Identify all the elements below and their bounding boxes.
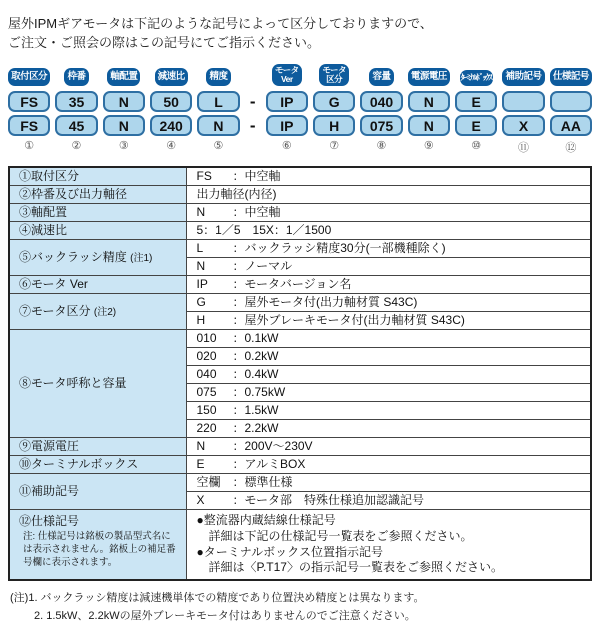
code-cell: 45	[55, 115, 97, 136]
column-number: ⑪	[517, 142, 529, 155]
column-number: ⑤	[213, 140, 224, 153]
row-label-frame-number: ②枠番及び出力軸径	[9, 186, 186, 204]
column-number: ⑦	[329, 140, 340, 153]
table-row	[9, 240, 591, 258]
table-row	[9, 276, 591, 294]
row-value	[186, 384, 591, 402]
value-text: 5：1／5 15X：1／1500	[196, 223, 332, 238]
row-value	[186, 186, 591, 204]
row-label-motor-ver: ⑥モータ Ver	[9, 276, 186, 294]
table-row	[9, 474, 591, 492]
model-code-diagram	[8, 64, 592, 156]
row-label-note: (注1)	[130, 253, 153, 265]
row-label-shaft-arrangement: ③軸配置	[9, 204, 186, 222]
row-value	[186, 438, 591, 456]
row-value	[186, 167, 591, 186]
value-code: N	[196, 439, 206, 454]
row-value	[186, 276, 591, 294]
badge-accuracy: 精度	[206, 68, 230, 86]
table-row	[9, 438, 591, 456]
badge-motor-ver	[272, 64, 302, 87]
code-dash: -	[249, 115, 256, 135]
value-code: FS	[196, 169, 212, 184]
badge-terminal-box: ﾀｰﾐﾅﾙﾎﾞｯｸｽ	[460, 70, 493, 87]
row-value	[186, 492, 591, 510]
value-desc: ：アルミBOX	[232, 457, 306, 472]
example-code-row-2	[8, 112, 592, 136]
dash-spacer	[245, 136, 261, 155]
row-value	[186, 420, 591, 438]
value-desc: ：モータバージョン名	[232, 277, 352, 292]
table-row	[9, 222, 591, 240]
table-row	[9, 167, 591, 186]
row-value	[186, 510, 591, 580]
column-number: ④	[166, 140, 177, 153]
column-number: ⑨	[423, 140, 434, 153]
value-code: G	[196, 295, 206, 310]
code-cell: N	[408, 91, 450, 112]
row-label-note: (注2)	[93, 307, 117, 319]
code-cell: N	[103, 115, 145, 136]
footnotes	[10, 589, 600, 625]
table-row	[9, 456, 591, 474]
badge-spec-symbol: 仕様記号	[550, 68, 592, 86]
intro-text	[8, 15, 592, 53]
row-label-auxiliary-symbol: ⑪補助記号	[9, 474, 186, 510]
value-code: 075	[196, 385, 217, 400]
value-desc: ：0.4kW	[232, 367, 279, 382]
row-value	[186, 240, 591, 258]
row-label-terminal-box: ⑩ターミナルボックス	[9, 456, 186, 474]
badge-reduction-ratio: 減速比	[155, 68, 188, 86]
code-dash: -	[249, 91, 256, 111]
code-cell: N	[408, 115, 450, 136]
table-row	[9, 330, 591, 348]
value-code: 040	[196, 367, 217, 382]
value-desc: ：ノーマル	[232, 259, 293, 274]
code-cell: 040	[360, 91, 402, 112]
row-value	[186, 366, 591, 384]
badge-motor-ver-line1: モータ	[274, 64, 299, 75]
table-row	[9, 510, 591, 580]
code-cell-empty	[502, 91, 544, 112]
value-desc: ：屋外ブレーキモータ付(出力軸材質 S43C)	[232, 313, 465, 328]
badge-motor-class	[319, 64, 349, 87]
value-code: 150	[196, 403, 217, 418]
row-label-reduction-ratio: ④減速比	[9, 222, 186, 240]
row-label-motor-class	[9, 294, 186, 330]
code-cell: E	[455, 115, 497, 136]
badge-frame-number: 枠番	[64, 68, 88, 86]
spec-symbol-line: 詳細は〈P.T17〉の指示記号一覧表をご参照ください。	[208, 560, 503, 575]
badge-supply-voltage: 電源電圧	[408, 68, 450, 86]
example-code-row-1	[8, 88, 592, 112]
footnote-2: 2. 1.5kW、2.2kWの屋外ブレーキモータ付はありませんのでご注意ください。	[34, 609, 416, 622]
row-value	[186, 258, 591, 276]
code-cell-empty	[550, 91, 592, 112]
badge-capacity: 容量	[369, 68, 393, 86]
value-code: N	[196, 259, 206, 274]
value-code: X	[196, 493, 205, 508]
row-label-text: ⑤バックラッシ精度	[19, 250, 127, 265]
column-number: ⑧	[376, 140, 387, 153]
row-label-text: ⑦モータ区分	[19, 304, 91, 319]
code-cell: IP	[266, 115, 308, 136]
table-row	[9, 204, 591, 222]
code-cell: L	[197, 91, 239, 112]
value-code: 020	[196, 349, 217, 364]
value-desc: ：中空軸	[232, 205, 281, 220]
value-code: N	[196, 205, 206, 220]
value-code: 220	[196, 421, 217, 436]
badge-motor-ver-line2: Ver	[280, 74, 293, 85]
value-desc: ：0.1kW	[232, 331, 279, 346]
column-number: ③	[118, 140, 129, 153]
code-cell: H	[313, 115, 355, 136]
code-cell: E	[455, 91, 497, 112]
column-number: ②	[71, 140, 82, 153]
row-value	[186, 294, 591, 312]
code-cell: IP	[266, 91, 308, 112]
row-value	[186, 312, 591, 330]
row-label-supply-voltage: ⑨電源電圧	[9, 438, 186, 456]
value-desc: ：2.2kW	[232, 421, 279, 436]
row-label-motor-capacity: ⑧モータ呼称と容量	[9, 330, 186, 438]
row-label-text: ⑫仕様記号	[19, 514, 80, 529]
code-cell: N	[103, 91, 145, 112]
spec-table	[8, 166, 592, 580]
row-label-mounting-type: ①取付区分	[9, 167, 186, 186]
value-desc: ：200V～230V	[232, 439, 313, 454]
footnote-1: (注)1. バックラッシ精度は減速機単体での精度であり位置決め精度とは異なります。	[10, 591, 425, 604]
value-code: IP	[196, 277, 208, 292]
value-desc: ：モータ部 特殊仕様追加認識記号	[232, 493, 425, 508]
value-code: E	[196, 457, 205, 472]
spec-symbol-line: ●整流器内蔵結線仕様記号	[196, 513, 336, 528]
code-cell: X	[502, 115, 544, 136]
value-code: 空欄	[196, 475, 221, 490]
code-cell: FS	[8, 115, 50, 136]
badge-auxiliary-symbol: 補助記号	[502, 68, 544, 86]
badge-row	[8, 64, 592, 87]
value-desc: ：0.75kW	[232, 385, 286, 400]
row-value	[186, 330, 591, 348]
row-value	[186, 456, 591, 474]
row-value	[186, 402, 591, 420]
code-cell: N	[197, 115, 239, 136]
badge-mounting-type: 取付区分	[8, 68, 50, 86]
spec-symbol-note: 注: 仕様記号は銘板の製品型式名には表示されません。銘板上の補足番号欄に表示されます。	[23, 531, 176, 568]
badge-shaft-arrangement: 軸配置	[107, 68, 140, 86]
value-desc: ：標準仕様	[232, 475, 293, 490]
badge-motor-class-line2: 区分	[326, 74, 343, 85]
column-number: ①	[24, 140, 35, 153]
column-number-row	[8, 136, 592, 155]
spec-symbol-line: ●ターミナルボックス位置指示記号	[196, 544, 384, 559]
value-code: H	[196, 313, 206, 328]
code-cell: 075	[360, 115, 402, 136]
row-value	[186, 222, 591, 240]
code-cell: AA	[550, 115, 592, 136]
value-desc: ：中空軸	[232, 169, 281, 184]
value-text: 出力軸径(内径)	[196, 187, 277, 202]
row-value	[186, 474, 591, 492]
value-desc: ：屋外モータ付(出力軸材質 S43C)	[232, 295, 418, 310]
column-number: ⑥	[281, 140, 292, 153]
table-row	[9, 294, 591, 312]
intro-line-2: ご注文・ご照会の際はこの記号にてご指示ください。	[8, 34, 321, 50]
table-row	[9, 186, 591, 204]
row-value	[186, 204, 591, 222]
code-cell: 50	[150, 91, 192, 112]
code-cell: 35	[55, 91, 97, 112]
column-number: ⑫	[565, 142, 577, 155]
badge-motor-class-line1: モータ	[322, 64, 346, 75]
intro-line-1: 屋外IPMギアモータは下記のような記号によって区分しておりますので、	[8, 16, 433, 31]
value-desc: ：バックラッシ精度30分(一部機種除く)	[232, 241, 446, 256]
code-cell: 240	[150, 115, 192, 136]
value-desc: ：0.2kW	[232, 349, 279, 364]
code-cell: FS	[8, 91, 50, 112]
value-code: L	[196, 241, 204, 256]
code-cell: G	[313, 91, 355, 112]
value-desc: ：1.5kW	[232, 403, 279, 418]
spec-symbol-line: 詳細は下記の仕様記号一覧表をご参照ください。	[208, 528, 473, 543]
column-number: ⑩	[471, 140, 482, 153]
row-value	[186, 348, 591, 366]
row-label-backlash-accuracy	[9, 240, 186, 276]
row-label-spec-symbol	[9, 510, 186, 580]
value-code: 010	[196, 331, 217, 346]
